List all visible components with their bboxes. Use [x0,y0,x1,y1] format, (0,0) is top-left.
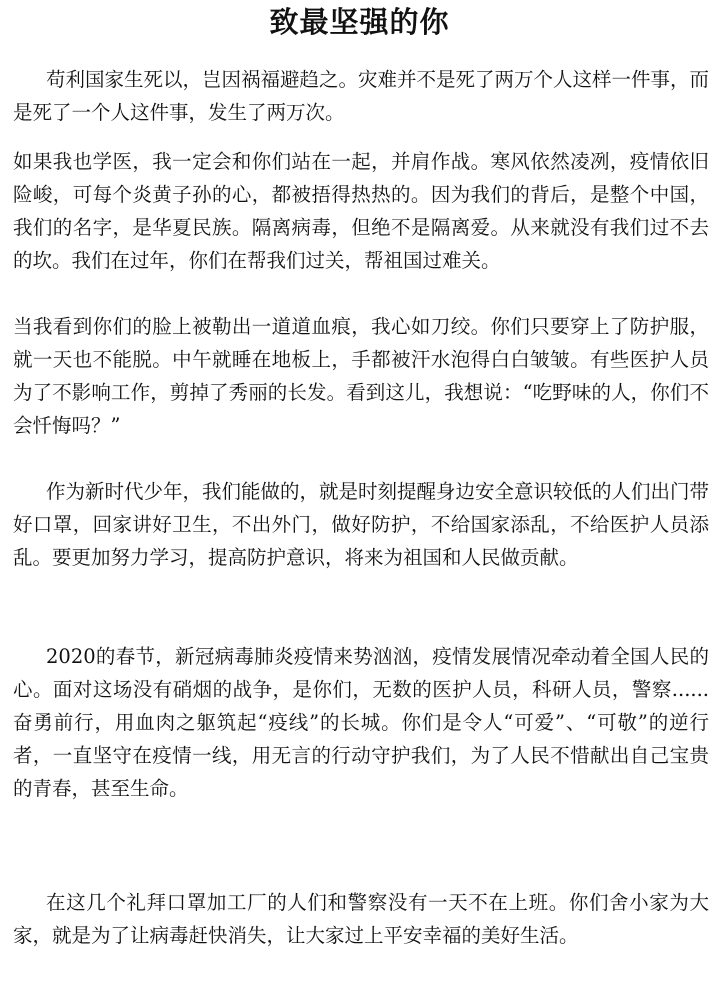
document-title: 致最坚强的你 [269,5,450,39]
paragraph-4: 作为新时代少年，我们能做的，就是时刻提醒身边安全意识较低的人们出门带好口罩，回家讲好卫生，不出外门，做好防护，不给国家添乱，不给医护人员添乱。要更加努力学习，提高防护意识，将来为祖国和人民做贡献。 [13,480,710,569]
paragraph-2: 如果我也学医，我一定会和你们站在一起，并肩作战。寒风依然凌冽，疫情依旧险峻，可每个炎黄子孙的心，都被捂得热热的。因为我们的背后，是整个中国，我们的名字，是华夏民族。隔离病毒，但绝不是隔离爱。从来就没有我们过不去的坎。我们在过年，你们在帮我们过关，帮祖国过难关。 [13,150,709,272]
paragraph-5: 2020的春节，新冠病毒肺炎疫情来势汹汹，疫情发展情况牵动着全国人民的心。面对这场没有硝烟的战争，是你们，无数的医护人员，科研人员，警察......奋勇前行，用血肉之躯筑起“疫线”的长城。你们是令人“可爱”、“可敬”的逆行者，一直坚守在疫情一线，用无言的行动守护我们，为了人民不惜献出自己宝贵的青春，甚至生命。 [13,645,709,800]
paragraph-1: 苟利国家生死以，岂因祸福避趋之。灾难并不是死了两万个人这样一件事，而是死了一个人这件事，发生了两万次。 [13,68,710,124]
paragraph-3: 当我看到你们的脸上被勒出一道道血痕，我心如刀绞。你们只要穿上了防护服，就一天也不能脱。中午就睡在地板上，手都被汗水泡得白白皱皱。有些医护人员为了不影响工作，剪掉了秀丽的长发。看到这儿，我想说：“吃野味的人，你们不会忏悔吗？” [13,315,709,437]
paragraph-6: 在这几个礼拜口罩加工厂的人们和警察没有一天不在上班。你们舍小家为大家，就是为了让病毒赶快消失，让大家过上平安幸福的美好生活。 [13,891,709,947]
